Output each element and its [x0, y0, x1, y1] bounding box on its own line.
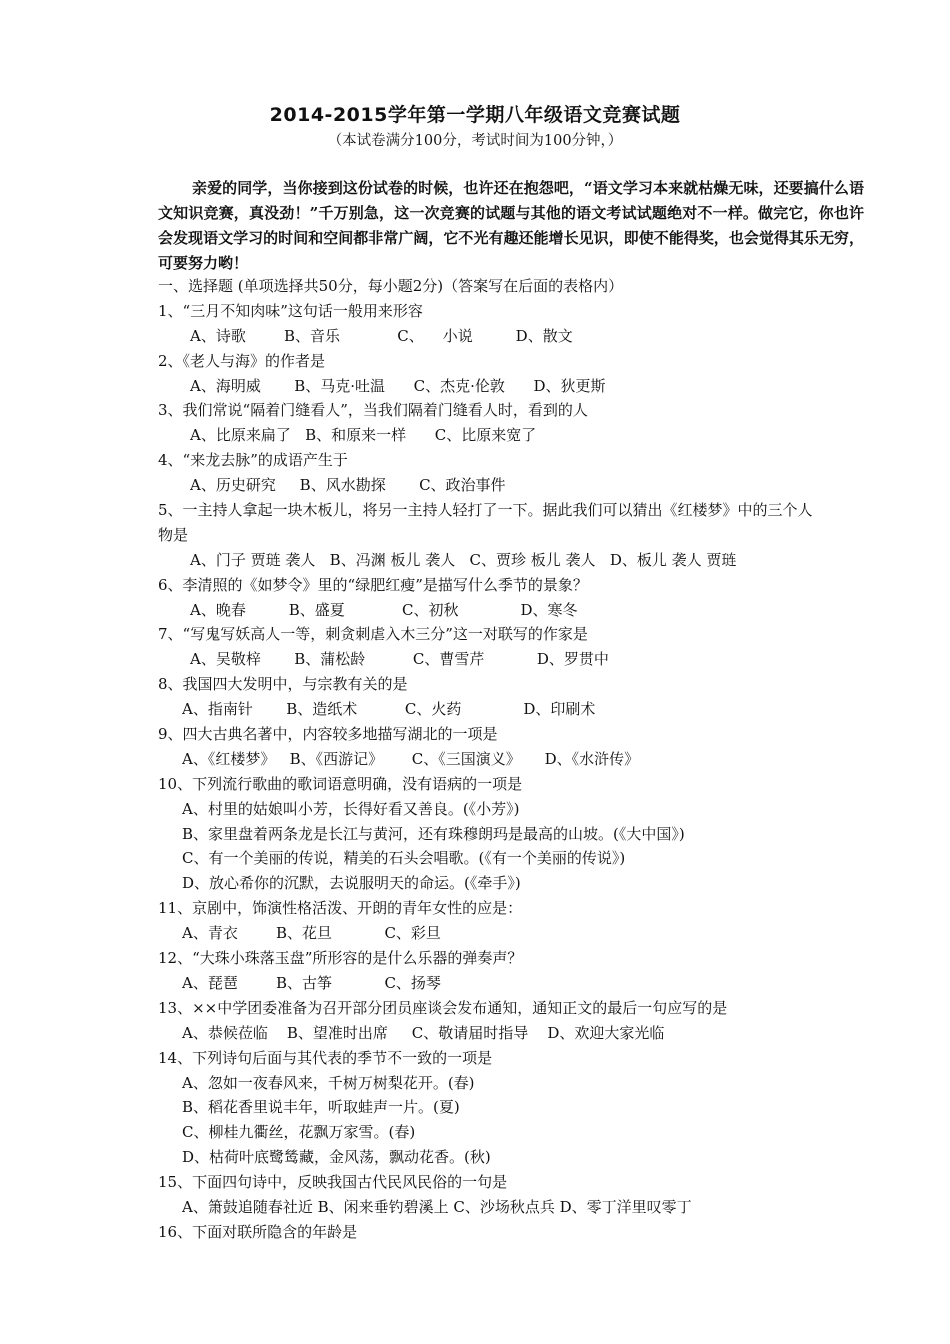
- option-line: A、海明威 B、马克·吐温 C、杰克·伦敦 D、狄更斯: [190, 376, 606, 395]
- question-line: 16、下面对联所隐含的年龄是: [158, 1222, 358, 1241]
- option-line: D、枯荷叶底鹭鸶藏，金风荡，飘动花香。(秋): [182, 1148, 491, 1167]
- option-line: A、历史研究 B、风水勘探 C、政治事件: [190, 476, 506, 495]
- question-line: 8、我国四大发明中，与宗教有关的是: [158, 675, 408, 694]
- option-line: A、晚春 B、盛夏 C、初秋 D、寒冬: [190, 600, 578, 619]
- exam-title: 2014-2015学年第一学期八年级语文竞赛试题: [269, 104, 681, 126]
- option-line: A、恭候莅临 B、望准时出席 C、敬请届时指导 D、欢迎大家光临: [182, 1023, 665, 1042]
- option-line: A、村里的姑娘叫小芳，长得好看又善良。(《小芳》): [182, 799, 520, 818]
- question-line: 15、下面四句诗中，反映我国古代民风民俗的一句是: [158, 1173, 508, 1192]
- option-line: A、箫鼓追随春社近 B、闲来垂钓碧溪上 C、沙场秋点兵 D、零丁洋里叹零丁: [182, 1197, 692, 1216]
- option-line: A、《红楼梦》 B、《西游记》 C、《三国演义》 D、《水浒传》: [182, 749, 640, 768]
- option-line: C、有一个美丽的传说，精美的石头会唱歌。(《有一个美丽的传说》): [182, 849, 626, 868]
- option-line: C、柳桂九衢丝，花飘万家雪。(春): [182, 1123, 416, 1142]
- option-line: A、吴敬梓 B、蒲松龄 C、曹雪芹 D、罗贯中: [190, 650, 609, 669]
- option-line: B、家里盘着两条龙是长江与黄河，还有珠穆朗玛是最高的山坡。(《大中国》): [182, 824, 685, 843]
- question-line: 9、四大古典名著中，内容较多地描写湖北的一项是: [158, 725, 498, 744]
- option-line: A、诗歌 B、音乐 C、 小说 D、散文: [190, 326, 573, 345]
- option-line: D、放心希你的沉默，去说服明天的命运。(《牵手》): [182, 874, 521, 893]
- option-line: B、稻花香里说丰年，听取蛙声一片。(夏): [182, 1098, 460, 1117]
- option-line: A、忽如一夜春风来，千树万树梨花开。(春): [182, 1073, 475, 1092]
- intro-paragraph: 亲爱的同学，当你接到这份试卷的时候，也许还在抱怨吧，“语文学习本来就枯燥无味，还要搞什么语文知识竞赛，真没劲！”千万别急，这一次竞赛的试题与其他的语文考试试题绝对不一样。做完它，你也许会发现语文学习的时间和空间都非常广阔，它不光有趣还能增长见识，即使不能得奖，也会觉得其乐无穷，可要努力哟！: [158, 179, 864, 272]
- exam-subtitle: （本试卷满分100分，考试时间为100分钟，）: [327, 133, 623, 149]
- option-line: A、比原来扁了 B、和原来一样 C、比原来宽了: [190, 426, 537, 445]
- question-line: 7、“写鬼写妖高人一等，刺贪刺虐入木三分”这一对联写的作家是: [158, 625, 588, 644]
- question-line: 10、下列流行歌曲的歌词语意明确，没有语病的一项是: [158, 774, 523, 793]
- question-line: 14、下列诗句后面与其代表的季节不一致的一项是: [158, 1048, 493, 1067]
- question-line: 11、京剧中，饰演性格活泼、开朗的青年女性的应是：: [158, 899, 523, 918]
- question-line: 6、李清照的《如梦令》里的“绿肥红瘦”是描写什么季节的景象？: [158, 575, 588, 594]
- question-list: [158, 274, 868, 1245]
- question-line: 2、《老人与海》的作者是: [158, 351, 326, 370]
- question-line: 4、“来龙去脉”的成语产生于: [158, 451, 348, 470]
- question-line: 一、选择题 (单项选择共50分，每小题2分)（答案写在后面的表格内）: [158, 277, 624, 295]
- question-line: 3、我们常说“隔着门缝看人”，当我们隔着门缝看人时，看到的人: [158, 401, 588, 420]
- option-line: A、青衣 B、花旦 C、彩旦: [182, 924, 441, 943]
- option-line: A、琵琶 B、古筝 C、扬琴: [182, 973, 441, 992]
- question-line: 12、“大珠小珠落玉盘”所形容的是什么乐器的弹奏声？: [158, 949, 523, 968]
- question-line: 1、“三月不知肉味”这句话一般用来形容: [158, 301, 423, 320]
- question-line: 13、××中学团委准备为召开部分团员座谈会发布通知，通知正文的最后一句应写的是: [158, 998, 728, 1017]
- question-line: 5、一主持人拿起一块木板儿，将另一主持人轻打了一下。据此我们可以猜出《红楼梦》中的三个人: [158, 501, 813, 520]
- option-line: A、指南针 B、造纸术 C、火药 D、印刷术: [182, 700, 596, 719]
- option-line: A、门子 贾琏 袭人 B、冯渊 板儿 袭人 C、贾珍 板儿 袭人 D、板儿 袭人 贾琏: [190, 550, 737, 569]
- question-line: 物是: [158, 525, 189, 544]
